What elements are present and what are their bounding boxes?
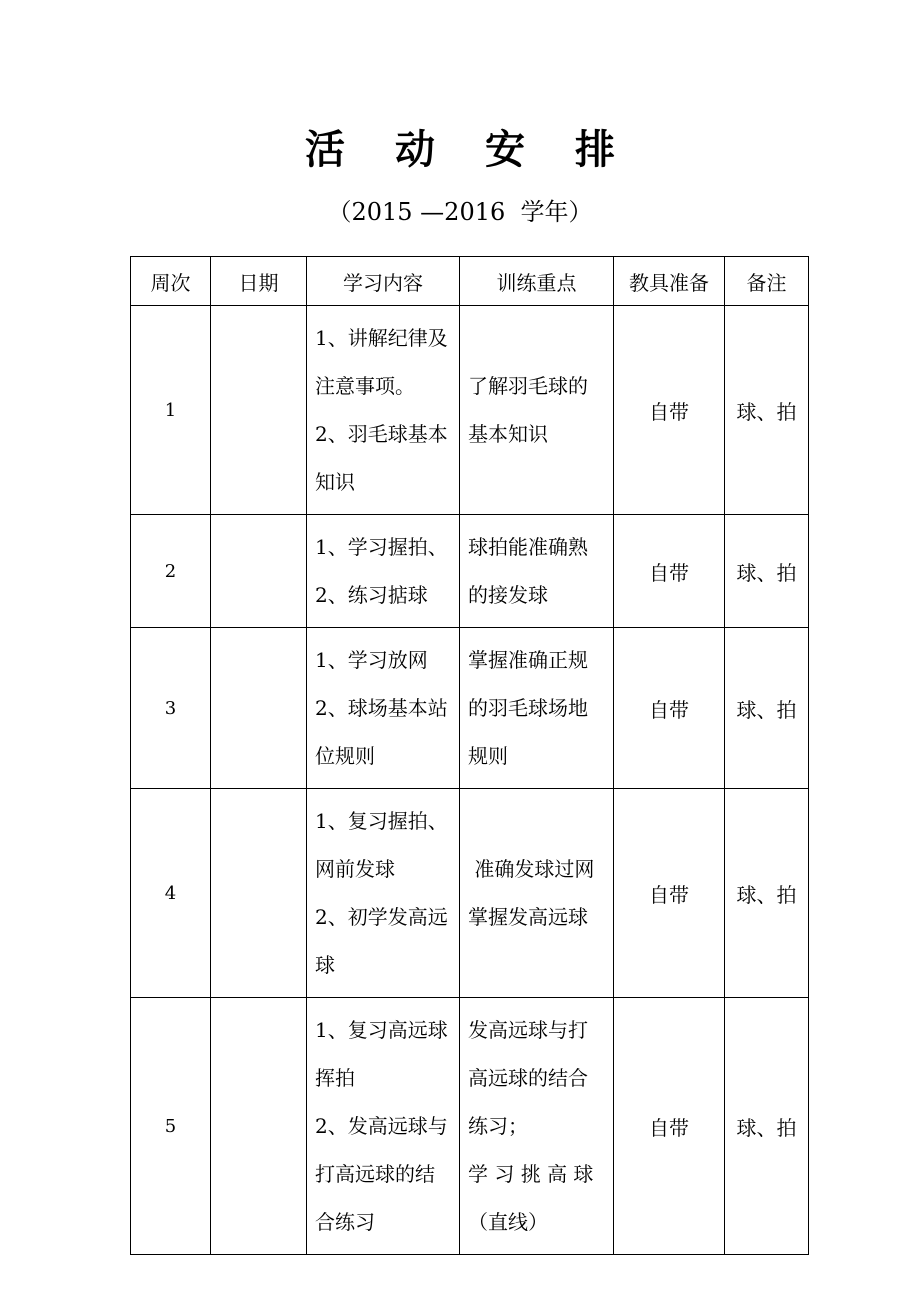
content-line: 知识 bbox=[315, 470, 355, 494]
focus-line: 发高远球与打 bbox=[468, 1018, 588, 1042]
content-line: 2、球场基本站 bbox=[315, 696, 448, 720]
focus-line: 的接发球 bbox=[468, 583, 548, 607]
focus-line: 练习； bbox=[468, 1114, 528, 1138]
content-line: 打高远球的结 bbox=[315, 1162, 435, 1186]
focus-line: （直线） bbox=[468, 1210, 548, 1234]
cell-tools: 自带 bbox=[614, 515, 725, 628]
content-line: 合练习 bbox=[315, 1210, 375, 1234]
table-row bbox=[131, 515, 809, 628]
cell-date bbox=[211, 628, 307, 789]
cell-notes: 球、拍 bbox=[725, 789, 809, 998]
cell-notes: 球、拍 bbox=[725, 306, 809, 515]
cell-notes: 球、拍 bbox=[725, 998, 809, 1255]
cell-tools: 自带 bbox=[614, 998, 725, 1255]
focus-line: 掌握准确正规 bbox=[468, 648, 588, 672]
page-title: 活动安排 bbox=[305, 127, 665, 173]
cell-date bbox=[211, 789, 307, 998]
cell-notes: 球、拍 bbox=[725, 628, 809, 789]
header-focus: 训练重点 bbox=[460, 257, 614, 306]
content-line: 2、发高远球与 bbox=[315, 1114, 448, 1138]
cell-focus bbox=[460, 306, 614, 515]
table-row bbox=[131, 789, 809, 998]
cell-tools: 自带 bbox=[614, 628, 725, 789]
table-row bbox=[131, 998, 809, 1255]
cell-week: 3 bbox=[131, 628, 211, 789]
table-row bbox=[131, 628, 809, 789]
cell-content bbox=[307, 306, 460, 515]
content-line: 1、学习放网 bbox=[315, 648, 428, 672]
cell-content bbox=[307, 515, 460, 628]
cell-notes: 球、拍 bbox=[725, 515, 809, 628]
content-line: 2、羽毛球基本 bbox=[315, 422, 448, 446]
focus-line: 的羽毛球场地 bbox=[468, 696, 588, 720]
cell-focus bbox=[460, 789, 614, 998]
content-line: 球 bbox=[315, 953, 335, 977]
focus-line: 学 习 挑 高 球 bbox=[468, 1162, 594, 1186]
header-content: 学习内容 bbox=[307, 257, 460, 306]
cell-content bbox=[307, 789, 460, 998]
cell-date bbox=[211, 306, 307, 515]
header-date: 日期 bbox=[211, 257, 307, 306]
header-tools: 教具准备 bbox=[614, 257, 725, 306]
content-line: 挥拍 bbox=[315, 1066, 355, 1090]
content-line: 2、练习掂球 bbox=[315, 583, 428, 607]
focus-line: 准确发球过网 bbox=[468, 857, 595, 881]
content-line: 1、学习握拍、 bbox=[315, 535, 448, 559]
cell-date bbox=[211, 998, 307, 1255]
content-line: 1、讲解纪律及 bbox=[315, 326, 448, 350]
focus-line: 高远球的结合 bbox=[468, 1066, 588, 1090]
content-line: 注意事项。 bbox=[315, 374, 415, 398]
cell-focus bbox=[460, 998, 614, 1255]
activity-schedule-table bbox=[130, 256, 809, 1255]
header-notes: 备注 bbox=[725, 257, 809, 306]
cell-content bbox=[307, 998, 460, 1255]
focus-line: 规则 bbox=[468, 744, 508, 768]
header-week: 周次 bbox=[131, 257, 211, 306]
cell-week: 2 bbox=[131, 515, 211, 628]
cell-focus bbox=[460, 628, 614, 789]
page-subtitle: （2015 —2016 学年） bbox=[327, 198, 593, 226]
content-line: 网前发球 bbox=[315, 857, 395, 881]
focus-line: 了解羽毛球的 bbox=[468, 374, 588, 398]
cell-content bbox=[307, 628, 460, 789]
content-line: 1、复习握拍、 bbox=[315, 809, 448, 833]
cell-date bbox=[211, 515, 307, 628]
cell-week: 5 bbox=[131, 998, 211, 1255]
content-line: 位规则 bbox=[315, 744, 375, 768]
content-line: 1、复习高远球 bbox=[315, 1018, 448, 1042]
cell-tools: 自带 bbox=[614, 789, 725, 998]
cell-focus bbox=[460, 515, 614, 628]
table-row bbox=[131, 306, 809, 515]
cell-week: 4 bbox=[131, 789, 211, 998]
content-line: 2、初学发高远 bbox=[315, 905, 448, 929]
cell-week: 1 bbox=[131, 306, 211, 515]
table-header-row bbox=[131, 257, 809, 306]
focus-line: 基本知识 bbox=[468, 422, 548, 446]
cell-tools: 自带 bbox=[614, 306, 725, 515]
focus-line: 掌握发高远球 bbox=[468, 905, 588, 929]
focus-line: 球拍能准确熟 bbox=[468, 535, 588, 559]
